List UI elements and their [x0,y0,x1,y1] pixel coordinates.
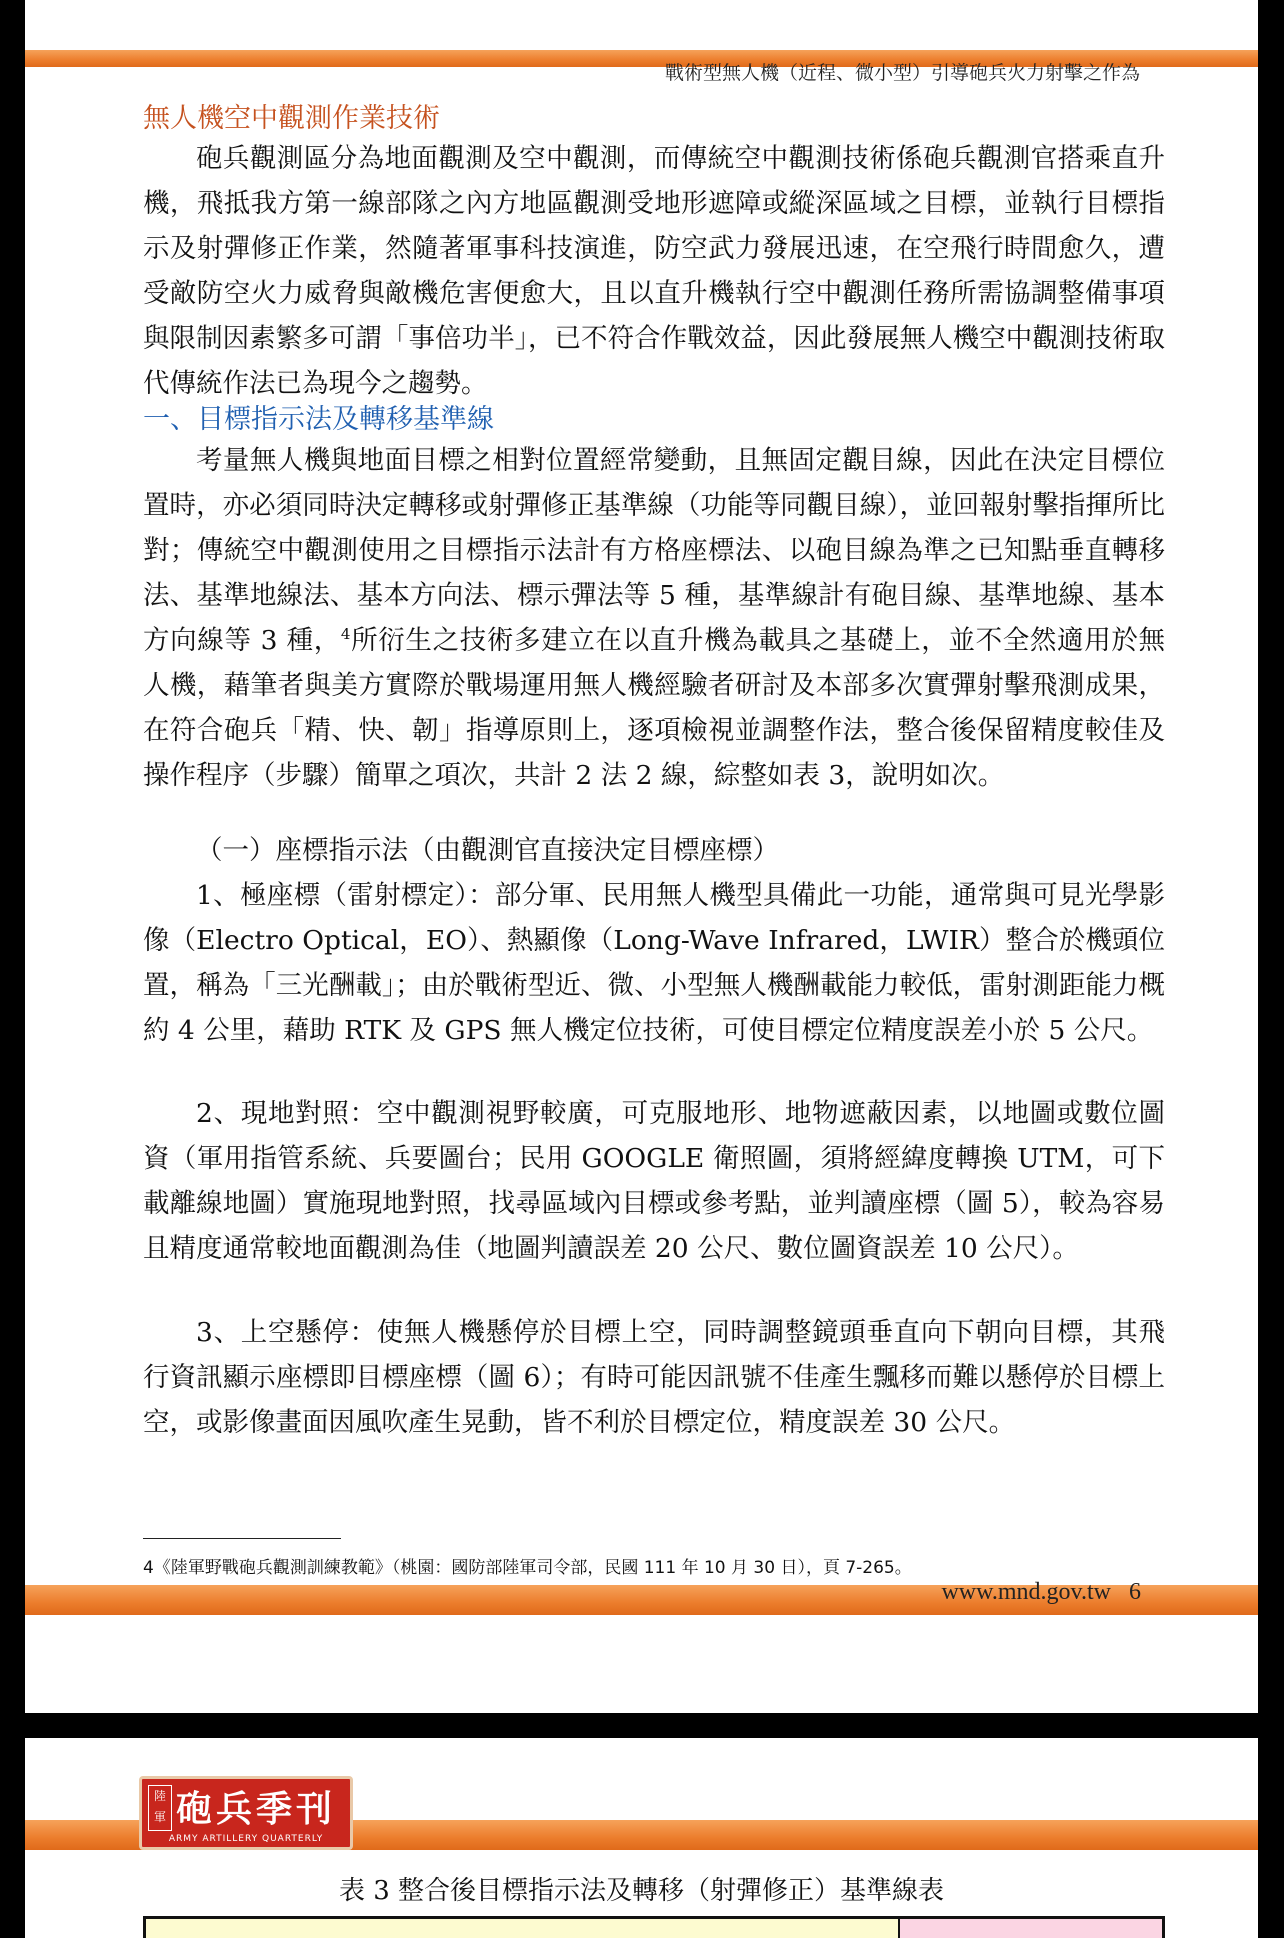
item-hover-above: 3、上空懸停：使無人機懸停於目標上空，同時調整鏡頭垂直向下朝向目標，其飛行資訊顯示座標即目標座標（圖 6）；有時可能因訊號不佳產生飄移而難以懸停於目標上空，或影像畫面因風吹產生晃動，皆不利於目標定位，精度誤差 30 公尺。 [143,1317,1165,1438]
sub-heading-coordinate: （一）座標指示法（由觀測官直接決定目標座標） [196,835,779,866]
paragraph-text-1: 考量無人機與地面目標之相對位置經常變動，且無固定觀目線，因此在決定目標位置時，亦必須同時決定轉移或射彈修正基準線（功能等同觀目線），並回報射擊指揮所比對；傳統空中觀測使用之目標指示法計有方格座標法、以砲目線為準之已知點垂直轉移法、基準地線法、基本方向法、標示彈法等 5 種，基準線計有砲目線、基準地線、基本方向線等 3 種， [143,445,1165,656]
logo-main-text: 砲兵季刊 [176,1788,337,1830]
table-header-row [143,1916,1165,1938]
page-number: 6 [1129,1579,1141,1605]
item-polar-coordinate: 1、極座標（雷射標定）：部分軍、民用無人機型具備此一功能，通常與可見光學影像（Electro Optical，EO）、熱顯像（Long-Wave Infrared，LWIR）整合於機頭位置，稱為「三光酬載」；由於戰術型近、微、小型無人機酬載能力較低，雷射測距能力概約 4 公里，藉助 RTK 及 GPS 無人機定位技術，可使目標定位精度誤差小於 5 公尺。 [143,880,1165,1046]
logo-sub-text: ARMY ARTILLERY QUARTERLY [168,1834,324,1844]
footer-url-text: www.mnd.gov.tw [941,1579,1111,1605]
logo-side-text: 陸軍 [148,1785,172,1831]
document-page-6 [25,0,1258,1713]
paragraph-text-2: 所衍生之技術多建立在以直升機為載具之基礎上，並不全然適用於無人機，藉筆者與美方實際於戰場運用無人機經驗者研討及本部多次實彈射擊飛測成果，在符合砲兵「精、快、韌」指導原則上，逐項檢視並調整作法，整合後保留精度較佳及操作程序（步驟）簡單之項次，共計 2 法 2 線，綜整如表 3，說明如次。 [143,625,1165,791]
footnote: 4《陸軍野戰砲兵觀測訓練教範》（桃園：國防部陸軍司令部，民國 111 年 10 月 30 日），頁 7-265。 [143,1558,912,1578]
footnote-ref: 4 [340,625,351,644]
document-page-7 [25,1738,1258,1938]
intro-paragraph: 砲兵觀測區分為地面觀測及空中觀測，而傳統空中觀測技術係砲兵觀測官搭乘直升機，飛抵我方第一線部隊之內方地區觀測受地形遮障或縱深區域之目標，並執行目標指示及射彈修正作業，然隨著軍事科技演進，防空武力發展迅速，在空飛行時間愈久，遭受敵防空火力威脅與敵機危害便愈大，且以直升機執行空中觀測任務所需協調整備事項與限制因素繁多可謂「事倍功半」，已不符合作戰效益，因此發展無人機空中觀測技術取代傳統作法已為現今之趨勢。 [143,143,1165,399]
paragraph-target-methods [143,438,1165,798]
section-title: 無人機空中觀測作業技術 [143,103,440,134]
subsection-title: 一、目標指示法及轉移基準線 [143,404,494,435]
table-caption: 表 3 整合後目標指示法及轉移（射彈修正）基準線表 [338,1876,945,1906]
running-head: 戰術型無人機（近程、微小型）引導砲兵火力射擊之作為 [664,62,1140,84]
table-header-cell [898,1919,1162,1938]
magazine-logo [139,1776,353,1850]
item-terrain-association: 2、現地對照：空中觀測視野較廣，可克服地形、地物遮蔽因素，以地圖或數位圖資（軍用指管系統、兵要圖台；民用 GOOGLE 衛照圖，須將經緯度轉換 UTM，可下載離線地圖）實施現地對照，找尋區域內目標或參考點，並判讀座標（圖 5），較為容易且精度通常較地面觀測為佳（地圖判讀誤差 20 公尺、數位圖資誤差 10 公尺）。 [143,1098,1165,1264]
footer-url [941,1579,1141,1606]
footnote-divider [143,1538,341,1539]
